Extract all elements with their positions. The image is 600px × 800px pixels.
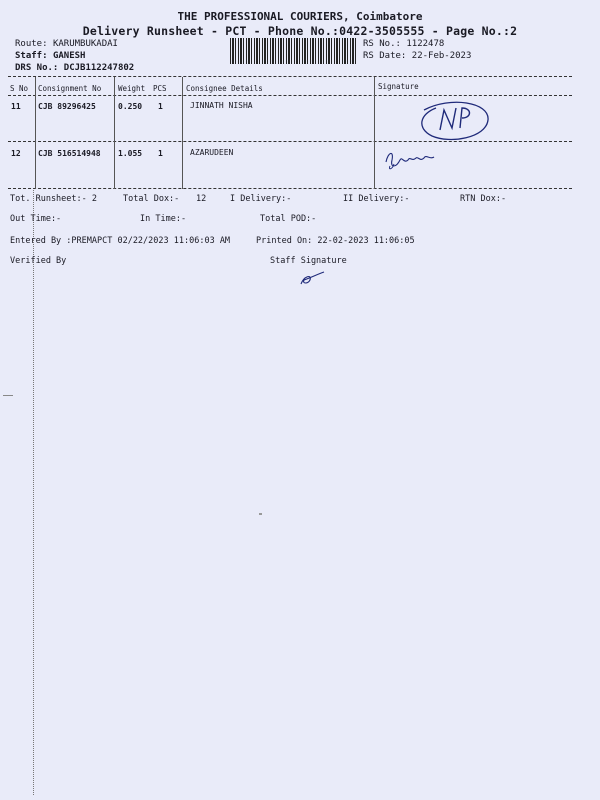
ii-delivery-label: II Delivery:- [343, 194, 410, 204]
rs-date-row [363, 51, 471, 61]
out-time-label: Out Time:- [10, 214, 62, 224]
barcode [230, 38, 356, 64]
col-weight-header: Weight [118, 84, 146, 93]
in-time-label: In Time:- [140, 214, 187, 224]
margin-line [33, 190, 34, 795]
table-row-consignment: CJB 516514948 [38, 149, 101, 158]
rs-no-value: 1122478 [406, 39, 445, 49]
speck [3, 395, 13, 396]
runsheet-title: Delivery Runsheet - PCT - Phone No.:0422-3505555 - Page No.:2 [82, 24, 518, 38]
route-row [15, 39, 118, 49]
company-title: THE PROFESSIONAL COURIERS, Coimbatore [177, 10, 423, 23]
rs-date-label: RS Date: [363, 51, 407, 61]
drs-row [15, 63, 134, 73]
rtn-dox-label: RTN Dox:- [460, 194, 507, 204]
route-label: Route: [15, 39, 48, 49]
col-divider [114, 77, 115, 189]
staff-label: Staff: [15, 51, 48, 61]
verified-by-label: Verified By [10, 256, 67, 266]
signature-scribble [382, 148, 442, 172]
table-row-weight: 0.250 [118, 102, 143, 111]
col-divider [182, 77, 183, 189]
staff-signature-label: Staff Signature [270, 256, 347, 266]
route-value: KARUMBUKADAI [52, 39, 118, 49]
staff-row [15, 51, 85, 61]
table-row-sno: 12 [11, 149, 21, 158]
staff-signature-scribble [298, 268, 328, 288]
signature-np-mark [410, 96, 500, 146]
tot-runsheet: Tot. Runsheet:- 2 [10, 194, 97, 204]
table-top-rule [8, 76, 572, 77]
col-sno-header: S No [10, 84, 29, 93]
i-delivery-label: I Delivery:- [230, 194, 292, 204]
table-row-sno: 11 [11, 102, 21, 111]
drs-label: DRS No.: [15, 63, 59, 73]
col-pcs-header: PCS [153, 84, 167, 93]
drs-value: DCJB112247802 [63, 63, 135, 73]
table-row-consignee: JINNATH NISHA [190, 101, 253, 110]
speck [259, 513, 262, 515]
col-divider [35, 77, 36, 189]
table-row-consignment: CJB 89296425 [38, 102, 96, 111]
table-row-pcs: 1 [158, 102, 163, 111]
total-dox-label: Total Dox:- [123, 194, 180, 204]
rs-no-row [363, 39, 444, 49]
printed-on: Printed On: 22-02-2023 11:06:05 [256, 236, 415, 246]
col-divider [374, 77, 375, 189]
total-pod-label: Total POD:- [260, 214, 317, 224]
entered-by: Entered By :PREMAPCT 02/22/2023 11:06:03 AM [10, 236, 231, 246]
table-row-consignee: AZARUDEEN [190, 148, 234, 157]
col-consignment-header: Consignment No [38, 84, 102, 93]
table-row-weight: 1.055 [118, 149, 143, 158]
rs-no-label: RS No.: [363, 39, 401, 49]
table-bottom-rule [8, 188, 572, 189]
total-dox-value: 12 [196, 194, 207, 204]
rs-date-value: 22-Feb-2023 [411, 51, 472, 61]
col-signature-header: Signature [378, 82, 419, 91]
table-row-pcs: 1 [158, 149, 163, 158]
staff-value: GANESH [52, 51, 86, 61]
col-consignee-header: Consignee Details [186, 84, 263, 93]
